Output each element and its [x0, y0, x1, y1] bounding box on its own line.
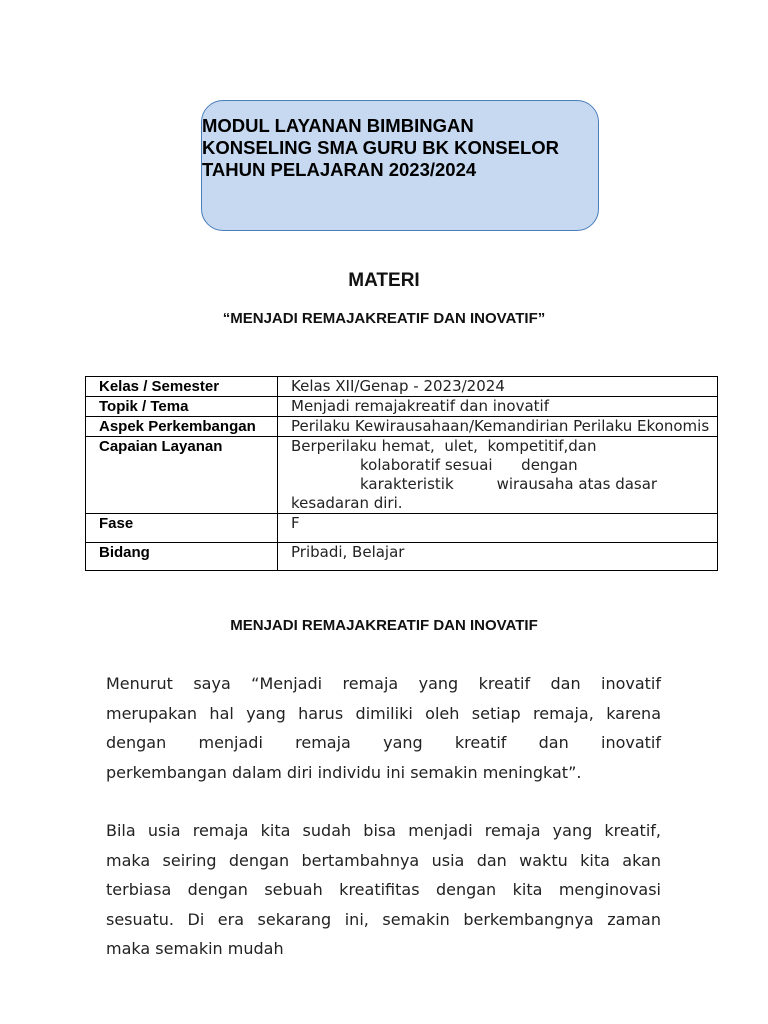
row-label: Bidang: [86, 543, 278, 571]
row-value: Perilaku Kewirausahaan/Kemandirian Perilaku Ekonomis: [278, 417, 718, 437]
paragraph-line: Menurut saya “Menjadi remaja yang kreatif dan inovatif: [106, 674, 661, 693]
paragraph-line: perkembangan dalam diri individu ini semakin meningkat”.: [106, 762, 582, 782]
page-subheading: “MENJADI REMAJAKREATIF DAN INOVATIF”: [222, 310, 546, 327]
module-title-line: MODUL LAYANAN BIMBINGAN: [202, 115, 474, 136]
module-title: [202, 115, 600, 181]
paragraph-line: sesuatu. Di era sekarang ini, semakin berkembangnya zaman: [106, 909, 661, 929]
row-value: Menjadi remajakreatif dan inovatif: [278, 397, 718, 417]
row-label: Aspek Perkembangan: [86, 417, 278, 437]
row-label: Topik / Tema: [86, 397, 278, 417]
table-row: [86, 514, 718, 543]
table-row: [86, 437, 718, 514]
paragraph-line: maka semakin mudah: [106, 939, 284, 958]
paragraph-line: Bila usia remaja kita sudah bisa menjadi remaja yang kreatif,: [106, 821, 661, 840]
module-title-line: KONSELING SMA GURU BK KONSELOR: [202, 137, 559, 158]
row-value: Pribadi, Belajar: [278, 543, 718, 571]
paragraph-line: merupakan hal yang harus dimiliki oleh setiap remaja, karena: [106, 703, 661, 723]
body-paragraph: [106, 669, 661, 787]
capaian-line: karakteristik wirausaha atas dasar: [360, 475, 658, 493]
capaian-line: kesadaran diri.: [291, 494, 403, 512]
table-row: [86, 417, 718, 437]
row-label: Fase: [86, 514, 278, 543]
paragraph-line: maka seiring dengan bertambahnya usia dan waktu kita akan: [106, 850, 661, 870]
row-label: Kelas / Semester: [86, 377, 278, 397]
paragraph-line: dengan menjadi remaja yang kreatif dan inovatif: [106, 733, 661, 752]
table-row: [86, 397, 718, 417]
row-label: Capaian Layanan: [86, 437, 278, 514]
title-box: [201, 100, 599, 231]
capaian-line: Berperilaku hemat, ulet, kompetitif,dan: [291, 437, 597, 455]
page-heading: MATERI: [348, 270, 420, 291]
section-heading: MENJADI REMAJAKREATIF DAN INOVATIF: [230, 617, 538, 634]
row-value: [278, 437, 718, 514]
table-row: [86, 543, 718, 571]
row-value: F: [278, 514, 718, 543]
body-paragraph: [106, 816, 661, 964]
capaian-line: kolaboratif sesuai dengan: [360, 456, 578, 474]
module-title-line: TAHUN PELAJARAN 2023/2024: [202, 159, 477, 180]
info-table: [85, 376, 718, 571]
row-value: Kelas XII/Genap - 2023/2024: [278, 377, 718, 397]
paragraph-line: terbiasa dengan sebuah kreatifitas dengan kita menginovasi: [106, 880, 661, 899]
table-row: [86, 377, 718, 397]
